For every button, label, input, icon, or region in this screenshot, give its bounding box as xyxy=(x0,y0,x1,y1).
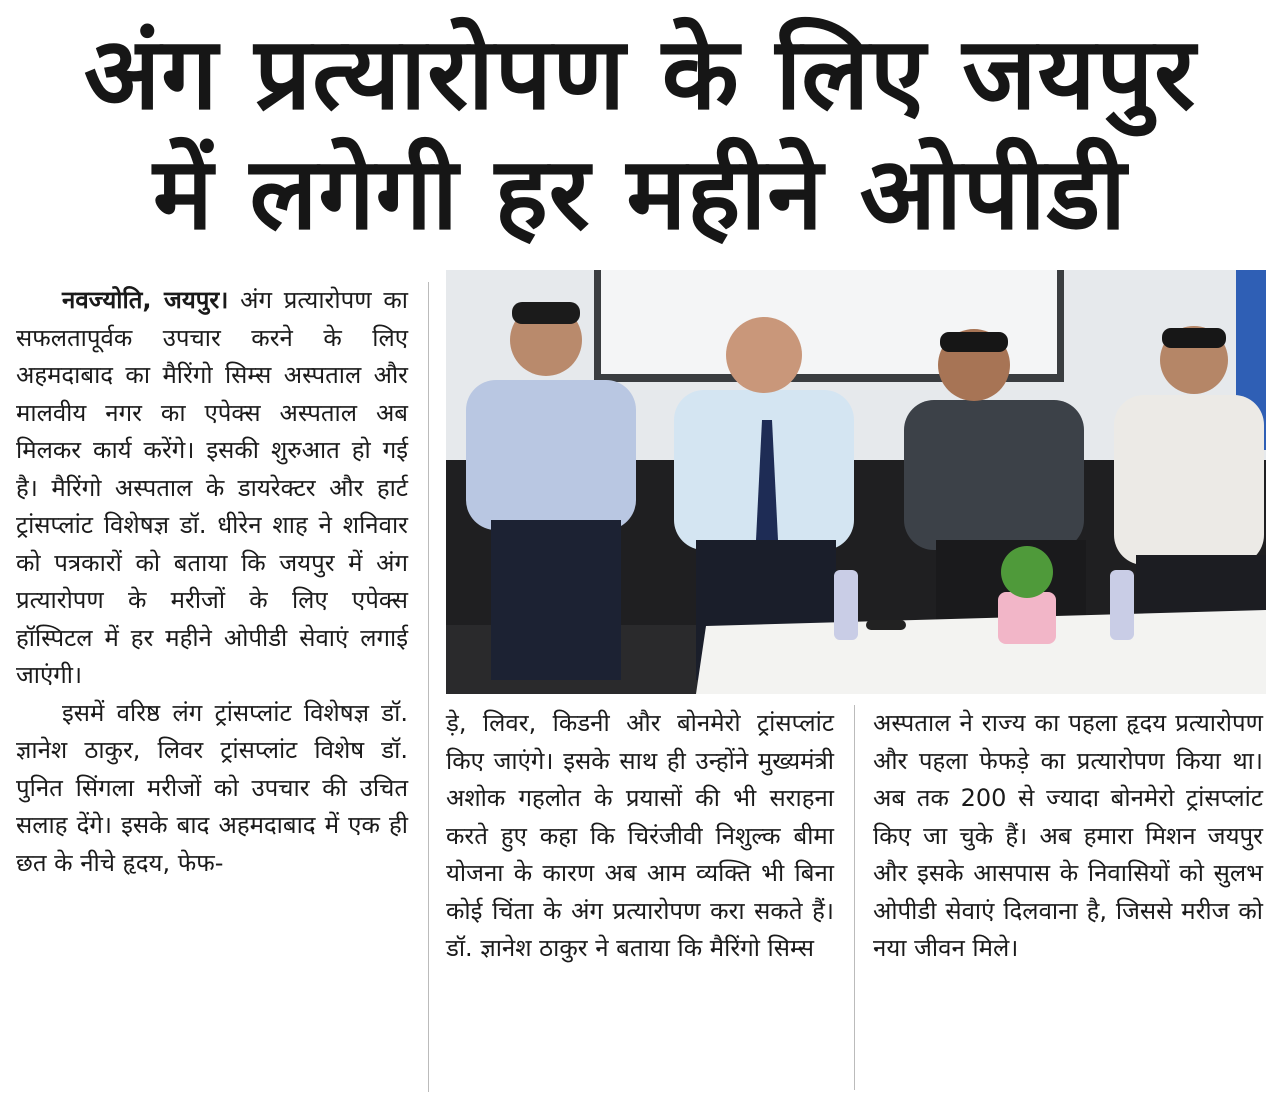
press-conference-photo xyxy=(446,270,1266,694)
article-text-1: अंग प्रत्यारोपण का सफलतापूर्वक उपचार करने के लिए अहमदाबाद का मैरिंगो सिम्स अस्पताल और मालवीय नगर का एपेक्स अस्पताल अब मिलकर कार्य करेंगे। इसकी शुरुआत हो गई है। मैरिंगो अस्पताल के डायरेक्टर और हार्ट ट्रांसप्लांट विशेषज्ञ डॉ. धीरेन शाह ने शनिवार को पत्रकारों को बताया कि जयपुर में अंग प्रत्यारोपण के मरीजों के लिए एपेक्स हॉस्पिटल में हर महीने ओपीडी सेवाएं लगाई जाएंगी। xyxy=(16,286,408,689)
headline xyxy=(0,14,1280,254)
news-photo xyxy=(446,270,1266,694)
water-bottle-2 xyxy=(1110,570,1134,640)
article-paragraph-2: इसमें वरिष्ठ लंग ट्रांसप्लांट विशेषज्ञ डॉ. ज्ञानेश ठाकुर, लिवर ट्रांसप्लांट विशेष डॉ. पुनित सिंगला मरीजों को उपचार की उचित सलाह देंगे। इसके बाद अहमदाबाद में एक ही छत के नीचे हृदय, फेफ- xyxy=(16,698,408,877)
article-column-2: ड़े, लिवर, किडनी और बोनमेरो ट्रांसप्लांट किए जाएंगे। इसके साथ ही उन्होंने मुख्यमंत्री अशोक गहलोत के प्रयासों की भी सराहना करते हुए कहा कि चिरंजीवी निशुल्क बीमा योजना के कारण अब आम व्यक्ति भी बिना कोई चिंता के अंग प्रत्यारोपण करा सकते हैं। डॉ. ज्ञानेश ठाकुर ने बताया कि मैरिंगो सिम्स xyxy=(446,709,834,962)
article-column-3: अस्पताल ने राज्य का पहला हृदय प्रत्यारोपण और पहला फेफड़े का प्रत्यारोपण किया था। अब तक 200 से ज्यादा बोनमेरो ट्रांसप्लांट किए जा चुके हैं। अब हमारा मिशन जयपुर और इसके आसपास के निवासियों को सुलभ ओपीडी सेवाएं दिलवाना है, जिससे मरीज को नया जीवन मिले। xyxy=(873,709,1263,962)
dateline: नवज्योति, जयपुर। xyxy=(62,286,229,314)
headline-line-2: में लगेगी हर महीने ओपीडी xyxy=(152,135,1128,252)
article-column-1 xyxy=(16,282,408,882)
water-bottle-1 xyxy=(834,570,858,640)
microphone xyxy=(866,620,906,630)
column-divider xyxy=(428,282,429,1092)
plant-pot xyxy=(998,592,1056,644)
plant xyxy=(1001,546,1053,598)
article-paragraph-1 xyxy=(16,282,408,695)
headline-line-1: अंग प्रत्यारोपण के लिए जयपुर xyxy=(83,15,1197,132)
column-divider-2 xyxy=(854,705,855,1090)
